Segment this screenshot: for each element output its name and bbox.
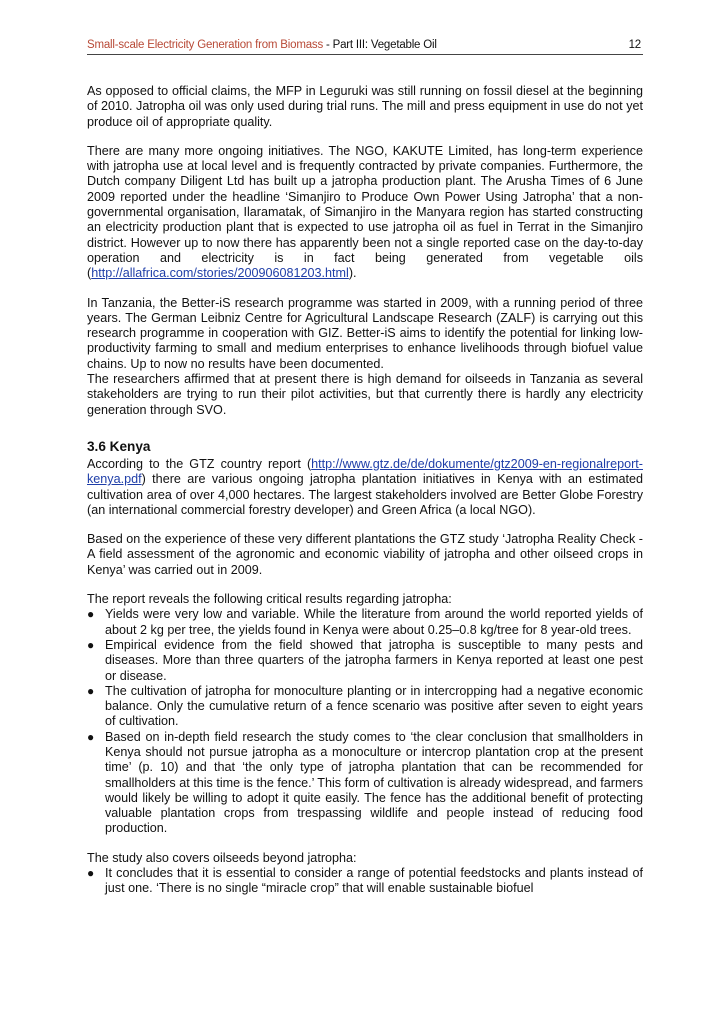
paragraph-initiatives-text: There are many more ongoing initiatives. The NGO, KAKUTE Limited, has long-term experience with jatropha use at local level and is frequently contracted by private companies. Furthermore, the Dutch company Diligent Ltd has built up a jatropha production plant. The Arusha Times of 6 June 2009 reported under the headline ‘Simanjiro to Produce Own Power Using Jatropha’ that a non-governmental organisation, Ilaramatak, of Simanjiro in the Manyara region has started constructing an electricity production plant that is expected to use jatropha oil as fuel in Terrat in the Simanjiro district. However up to now there has apparently been not a single reported case on the day-to-day operation and electricity is in fact being generated from vegetable oils ( [87,143,643,281]
paragraph-initiatives-tail: ). [348,266,357,281]
paragraph-gtz-report-text: According to the GTZ country report ( [87,456,312,471]
bullet-icon: ● [87,607,95,622]
list-item-text: Empirical evidence from the field showed that jatropha is susceptible to many pests and diseases. More than three quarters of the jatropha farmers in Kenya reported at least one pest or disease. [105,637,643,683]
paragraph-researchers: The researchers affirmed that at present there is high demand for oilseeds in Tanzania as several stakeholders are trying to run their pilot activities, but that currently there is hardly any electricity generation through SVO. [87,372,643,417]
header-part: - Part III: Vegetable Oil [323,39,437,51]
list-item-text: The cultivation of jatropha for monoculture planting or in intercropping had a negative economic balance. Only the cumulative return of a fence scenario was positive after seven to eight years of cultivation. [105,683,643,729]
paragraph-better-is: In Tanzania, the Better-iS research programme was started in 2009, with a running period of three years. The German Leibniz Centre for Agricultural Landscape Research (ZALF) is carrying out this research programme in cooperation with GIZ. Better-iS aims to identify the potential for linking low-productivity farming to small and medium enterprises to enhance livelihoods through biofuel value chains. Up to now no results have been documented. [87,295,643,371]
paragraph-critical-results: The report reveals the following critical results regarding jatropha: [87,592,452,607]
bullet-icon: ● [87,866,95,881]
allafrica-link[interactable]: http://allafrica.com/stories/200906081203.html [91,266,349,281]
paragraph-reality-check: Based on the experience of these very different plantations the GTZ study ‘Jatropha Reality Check - A field assessment of the agronomic and economic viability of jatropha and other oilseed crops in Kenya’ was carried out in 2009. [87,532,643,577]
list-oilseeds [87,866,643,897]
page-number: 12 [628,39,641,51]
paragraph-leguruki: As opposed to official claims, the MFP in Leguruki was still running on fossil diesel at the beginning of 2010. Jatropha oil was only used during trial runs. The mill and press equipment in use do not yet produce oil of appropriate quality. [87,84,643,129]
paragraph-oilseeds: The study also covers oilseeds beyond jatropha: [87,850,357,865]
page-body [87,84,643,911]
paragraph-gtz-report-tail: ) there are various ongoing jatropha plantation initiatives in Kenya with an estimated cultivation area of over 4,000 hectares. The largest stakeholders involved are Better Globe Forestry (an international commercial forestry developer) and Green Africa (a local NGO). [87,472,643,517]
bullet-icon: ● [87,729,95,744]
gtz-report-link[interactable]: http://www.gtz.de/de/dokumente/gtz2009-en-regionalreport-kenya.pdf [87,456,643,487]
section-heading-kenya: 3.6 Kenya [87,438,151,454]
list-jatropha-results [87,607,643,836]
paragraph-initiatives [87,144,643,282]
list-item [87,730,643,837]
paragraph-gtz-report [87,457,643,518]
header-title [87,38,437,52]
list-item-text: It concludes that it is essential to consider a range of potential feedstocks and plants instead of just one. ‘There is no single “miracle crop” that will enable sustainable biofuel [105,866,643,896]
list-item [87,866,643,897]
list-item-text: Yields were very low and variable. While the literature from around the world reported yields of about 2 kg per tree, the yields found in Kenya were about 0.25–0.8 kg/tree for 8 year-old trees. [105,607,643,637]
header-rule [87,54,643,55]
list-item [87,638,643,684]
bullet-icon: ● [87,683,95,698]
bullet-icon: ● [87,637,95,652]
running-header [87,37,643,53]
list-item [87,684,643,730]
list-item-text: Based on in-depth field research the study comes to ‘the clear conclusion that smallholders in Kenya should not pursue jatropha as a monoculture or intercrop plantation crop at the present time’ (p. 10) and that ‘the only type of jatropha plantation that can be recommended for smallholders at this time is the fence.’ This form of cultivation is already widespread, and farmers would likely be willing to adopt it quite easily. The fence has the additional benefit of protecting valuable plantation crops from trespassing wildlife and people instead of reducing food production. [105,729,643,836]
header-brand: Small-scale Electricity Generation from Biomass [87,39,324,51]
list-item [87,607,643,638]
